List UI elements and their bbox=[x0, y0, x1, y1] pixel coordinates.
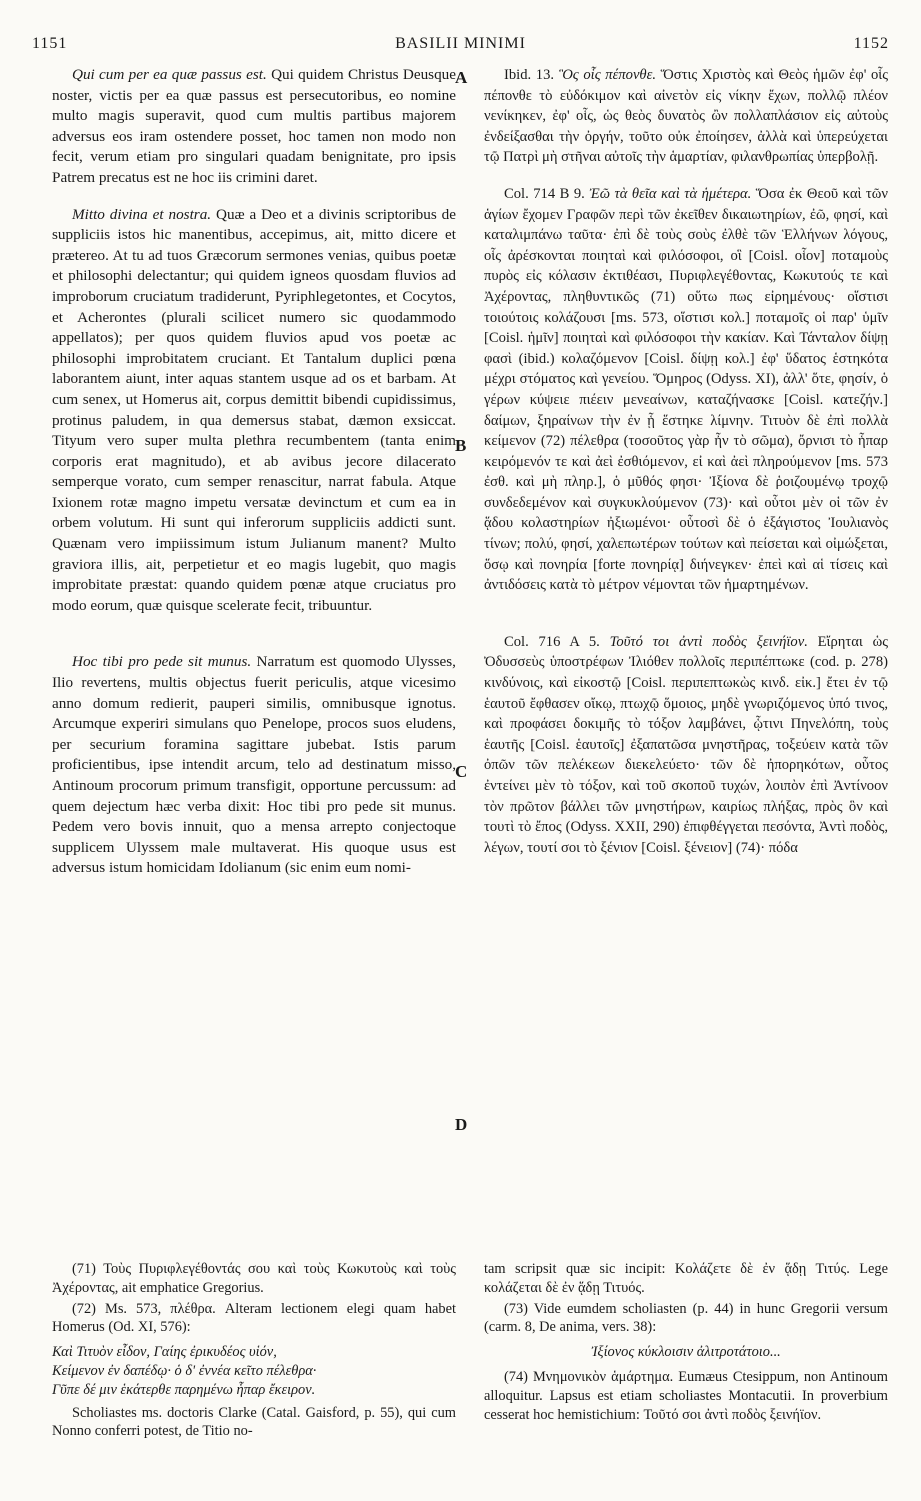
footnotes-left bbox=[52, 1260, 456, 1443]
paragraph-text: Ὅσα ἐκ Θεοῦ καὶ τῶν ἁγίων ἔχομεν Γραφῶν περὶ τῶν ἐκεῖθεν δικαιωτηρίων, ἐῶ, φησί, καὶ καταλιμπάνω ταῦτα· ἐπὶ δὲ τοὺς σοὺς ἐλθὲ τῶν Ἑλλήνων λόγους, οἷς ἀρέσκονται ποιηταὶ καὶ φιλόσοφοι, οἳ [Coisl. οἷον] ποταμοὺς πυρὸς εἰς κόλασιν ἐκτιθέασι, Πυριφλεγέθοντας, Κωκυτούς τε καὶ Ἀχέροντας, πληθυντικῶς (71) οὕτω πως εἰρημένους· οἵστισι τοιούτοις κολάζουσι [ms. 573, οἵστισι κολ.] ποταμοῖς οἱ παρ' ὑμῖν [Coisl. ἡμῖν] ποιηταὶ καὶ φιλόσοφοι τὴν κακίαν. Καὶ Τάνταλον δίψῃ φασὶ (ibid.) κολαζόμενον [Coisl. δίψῃ κολ.] ἐφ' ὕδατος ἑστηκότα μέχρι στόματος καὶ γενείου. Ὅμηρος (Odyss. XI), ἀλλ' ὅτε, φησίν, ὁ γέρων κύψειε πιέειν μενεαίνων, καταζήνασκε [Coisl. κατεζήν.] δαίμων, ξηραίνων τὴν ἐν ᾗ ἕστηκε λίμνην. Τιτυὸν δὲ ἐπὶ πολλὰ κείμενον (72) πέλεθρα (τοσοῦτος γὰρ ἦν τὸ σῶμα), ὄρνισι τὸ ἧπαρ κειρόμενόν τε καὶ ἀεὶ ἐσθιόμενον, εἰ καὶ ἀεὶ πληρούμενον [ms. 573 ἐσθ. καὶ μὴ πληρ.], ὁ μῦθός φησι· Ἰξίονα δὲ ῥοιζουμένῳ τροχῷ συνδεδεμένον καὶ συγκυκλούμενον (73)· καὶ οὗτοι μὲν οἱ τῶν ἐν ᾅδου κολαστηρίων ἠξιωμένοι· οὗτοσὶ δὲ ὁ ἐξάγιστος Ἰουλιανὸς τίνων; πολύ, φησί, χαλεπωτέρων τούτων καὶ πείσεται καὶ οἰμώξεται, ὅσῳ καὶ πονηρία [forte πονηρίᾳ] διήνεγκεν· ἐπεὶ καὶ αἱ τίσεις καὶ ἀντιδόσεις κατὰ τὸ μέτρον νέμονται τῶν ἡμαρτημένων. bbox=[484, 185, 888, 594]
latin-paragraph-3 bbox=[52, 652, 456, 879]
lemma: Τοῦτό τοι ἀντὶ ποδὸς ξεινήϊον. bbox=[609, 633, 808, 650]
paragraph-text: Narratum est quomodo Ulysses, Ilio revertens, multis objectus fuerit periculis, atque vicesimo anno domum redierit, pauperi similis, omnibusque ignotus. Arcumque experiri simulans quo Penelope, procos suos eludens, per securium foramina sagittare jubebat. Istis parum proficientibus, ipse intendit arcum, telo ad destinatum misso, Antinoum procorum primum transfigit, opportune percussum: ad quem dejectum hæc verba dixit: Hoc tibi pro pede sit munus. Pedem vero bovis innuit, quo a mensa arrepto conjectoque supplicem Ulyssem male multaverat. His quoque usus est adversus istum homicidam Idolianum (sic enim eum nomi- bbox=[52, 653, 456, 877]
running-header bbox=[32, 35, 889, 57]
paragraph-text: Ὅστις Χριστὸς καὶ Θεὸς ἡμῶν ἐφ' οἷς πέπονθε τὸ εὐδόκιμον καὶ αἰνετὸν εἰς νίκην ἔχων, πολλῷ πλέον νενίκηκεν, ἐφ' οἷς, ὡς θεὸς δυνατὸς ὢν πολλαπλάσιον εἰς αὐτοὺς ἐνδείξασθαι τὴν ὀργήν, τοῦτο οὐκ ἐποίησεν, ἀλλὰ καὶ ὑπερεύχεται τῷ Πατρὶ μὴ στῆναι αὐτοῖς τὴν ἁμαρτίαν, φιλανθρωπίας ὑπερβολῇ. bbox=[484, 67, 888, 166]
gregory-verse: Ἰξίονος κύκλοισιν ἀλιτροτάτοιο... bbox=[591, 1344, 781, 1361]
lemma: Qui cum per ea quæ passus est. bbox=[72, 66, 267, 83]
margin-letter-a: A bbox=[455, 68, 468, 87]
greek-paragraph-3 bbox=[484, 632, 888, 859]
running-title: BASILII MINIMI bbox=[395, 35, 526, 52]
paragraph-text: Εἴρηται ὡς Ὀδυσσεὺς ὑποστρέφων Ἰλιόθεν πολλοῖς περιπέπτωκε (cod. p. 278) κινδύνοις, καὶ εἰκοστῷ [Coisl. περιπεπτωκὼς κινδ. εἰκ.] ἔτει ἐν τῷ ἑαυτοῦ ἔφθασεν οἴκῳ, πτωχῷ ὅμοιος, μηδὲ γνωριζόμενος ὑπό τινος, καὶ προφάσει δοκιμῆς τὸ τόξον λαμβάνει, ᾧτινι Πηνελόπη, τοὺς ἑαυτῆς [Coisl. ἑαυτοῖς] ἐξαπατῶσα μνηστῆρας, τοξεύειν κατὰ τῶν ὀπῶν τῶν πελέκεων διεκελεύετο· τῶν δὲ ἠπορηκότων, οὗτος ἐντείνει μὲν τὸ τόξον, καὶ τοῦ σκοποῦ τυχών, λοιπὸν ἐπὶ Ἀντίνοον τὸν πρῶτον βάλλει τῶν μνηστήρων, καιρίως πλήξας, πρὸς ὃν καὶ τουτὶ τὸ ἔπος (Odyss. XXII, 290) ἐπιφθέγγεται πεσόντα, Ἀντὶ ποδὸς, λέγων, τουτί σοι τὸ ξένιον [Coisl. ξένειον] (74)· πόδα bbox=[484, 633, 888, 856]
verse-line-2: Κείμενον ἐν δαπέδῳ· ὁ δ' ἐννέα κεῖτο πέλεθρα· bbox=[52, 1362, 317, 1379]
reference: Col. 714 B 9. bbox=[504, 185, 585, 202]
margin-letter-c: C bbox=[455, 762, 468, 781]
footnote-72-continued: Scholiastes ms. doctoris Clarke (Catal. Gaisford, p. 55), qui cum Nonno conferri potest, de Titio no- bbox=[52, 1404, 456, 1440]
reference: Ibid. 13. bbox=[504, 67, 555, 83]
footnote-73: (73) Vide eumdem scholiasten (p. 44) in hunc Gregorii versum (carm. 8, De anima, vers. 38): bbox=[484, 1300, 888, 1336]
page-number-left: 1151 bbox=[32, 35, 68, 52]
footnote-71: (71) Τοὺς Πυριφλεγέθοντάς σου καὶ τοὺς Κωκυτοὺς καὶ τοὺς Ἀχέροντας, ait emphatice Gregorius. bbox=[52, 1261, 456, 1296]
lemma: Mitto divina et nostra. bbox=[72, 205, 212, 223]
greek-paragraph-2 bbox=[484, 184, 888, 596]
homer-verse bbox=[52, 1343, 456, 1399]
margin-letter-b: B bbox=[455, 436, 467, 455]
greek-column bbox=[484, 65, 888, 858]
lemma: Hoc tibi pro pede sit munus. bbox=[72, 653, 252, 671]
paragraph-text: Qui quidem Christus Deusque noster, victis per ea quæ passus est persecutoribus, eo nomine multo magis superavit, quod cum multis partibus majorem adversus eos iram ostendere posset, hoc tamen non modo non fecit, verum etiam pro singulari quadam benignitate, pro ipsis Patrem precatus est ne hoc iis crimini daret. bbox=[52, 66, 457, 186]
latin-paragraph-2 bbox=[52, 205, 456, 617]
latin-paragraph-1 bbox=[52, 65, 456, 189]
verse-line-3: Γῦπε δέ μιν ἑκάτερθε παρημένω ἧπαρ ἔκειρον. bbox=[52, 1381, 316, 1398]
page-number-right: 1152 bbox=[853, 35, 889, 52]
footnote-72: (72) Ms. 573, πλέθρα. Alteram lectionem elegi quam habet Homerus (Od. XI, 576): bbox=[52, 1300, 456, 1336]
greek-paragraph-1 bbox=[484, 65, 888, 168]
lemma: Ἐῶ τὰ θεῖα καὶ τὰ ἡμέτερα. bbox=[589, 185, 752, 202]
footnote-72-end: tam scripsit quæ sic incipit: Κολάζετε δὲ ἐν ᾅδῃ Τιτύς. Lege κολάζεται δὲ ἐν ᾅδῃ Τιτυός. bbox=[484, 1261, 888, 1296]
verse-line-1: Καὶ Τιτυὸν εἶδον, Γαίης ἐρικυδέος υἱόν, bbox=[52, 1344, 277, 1361]
latin-column bbox=[52, 65, 456, 879]
reference: Col. 716 A 5. bbox=[504, 633, 600, 650]
margin-letter-d: D bbox=[455, 1115, 468, 1134]
paragraph-text: Quæ a Deo et a divinis scriptoribus de suppliciis istos hic manentibus, accepimus, ait, mitto dicere et prætereo. At tu ad tuos Græcorum sermones venias, quibus poetæ et philosophi delectantur; qui quidem igneos quosdam fluvios ad improborum cruciatum tradiderunt, Pyriphlegetontes, et Cocytos, et Acherontes (plurali scilicet numero sic quodammodo appellatos); per quos quidem fluvios apud vos poetæ ac philosophi improbitatem cruciant. Et Tantalum duplici pœna laborantem aiunt, inter aquas stantem usque ad os et barbam. At cum senex, ut Homerus ait, corpus demittit bibendi cupidissimus, protinus paludem, in qua demersus stabat, dæmon exsiccat. Tityum vero super multa plethra recumbentem (tanta enim corporis erat magnitudo), et ab avibus jecore dilacerato semperque vorato, cum semper renascitur, narrat fabula. Atque Ixionem rotæ magno impetu versatæ devinctum et cum ea in orbem volutum. Hi sunt qui inferorum suppliciis addicti sunt. Quænam vero impiissimum istum Julianum manent? Multo graviora illis, ait, perpetietur et eo magis lugebit, quo magis improbitate præstat: quando quidem pœnæ atque cruciatus pro modo eorum, quæ quisque scelerate fecit, tribuuntur. bbox=[52, 205, 456, 614]
lemma: Ὃς οἷς πέπονθε. bbox=[558, 67, 656, 83]
footnote-74: (74) Μνημονικὸν ἁμάρτημα. Eumæus Ctesippum, non Antinoum alloquitur. Lapsus est etiam scholiastes Montacutii. In proverbium cesserat hoc hemistichium: Τοῦτό σοι ἀντὶ ποδὸς ξεινήϊον. bbox=[484, 1368, 888, 1423]
footnotes-right bbox=[484, 1260, 888, 1426]
